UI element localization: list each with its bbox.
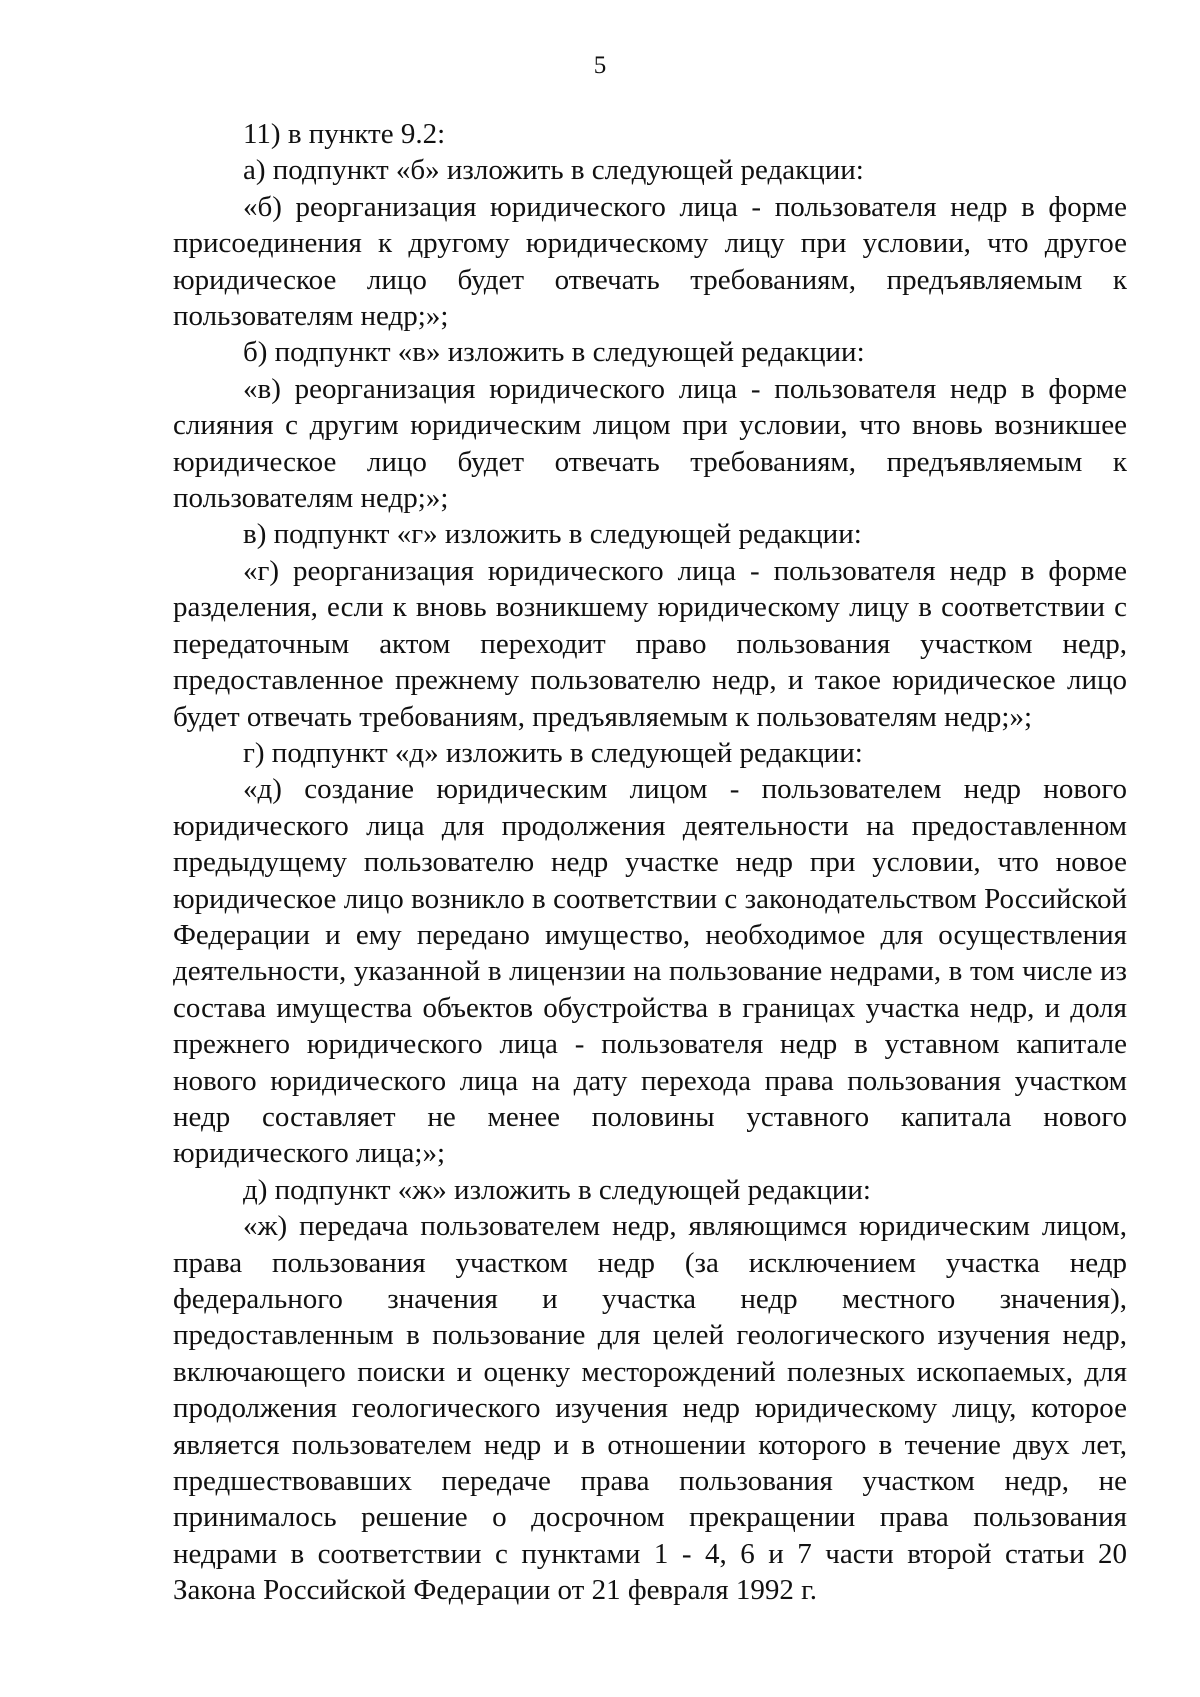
- page-number: 5: [593, 52, 607, 79]
- subitem-b-new-text: «б) реорганизация юридического лица - пользователя недр в форме присоединения к другому юридическому лицу при условии, что другое юридическое лицо будет отвечать требованиям, предъявляемым к пользователям недр;»;: [173, 190, 1127, 333]
- subitem-zh-new-text: «ж) передача пользователем недр, являющимся юридическим лицом, права пользования участком недр (за исключением участка недр федерального значения и участка недр местного значения), предоставленным в пользование для целей геологического изучения недр, включающего поиски и оценку месторождений полезных ископаемых, для продолжения геологического изучения недр юридическому лицу, которое является пользователем недр и в отношении которого в течение двух лет, предшествовавших передаче права пользования участком недр, не принималось решение о досрочном прекращении права пользования недрами в соответствии с пунктами 1 - 4, 6 и 7 части второй статьи 20 Закона Российской Федерации от 21 февраля 1992 г.: [173, 1210, 1127, 1607]
- subitem-b-instruction: б) подпункт «в» изложить в следующей редакции:: [243, 336, 865, 369]
- subitem-v-new-text: «в) реорганизация юридического лица - пользователя недр в форме слияния с другим юридическим лицом при условии, что вновь возникшее юридическое лицо будет отвечать требованиям, предъявляемым к пользователям недр;»;: [173, 372, 1127, 515]
- subitem-g-new-text: «г) реорганизация юридического лица - пользователя недр в форме разделения, если к вновь возникшему юридическому лицу в соответствии с передаточным актом переходит право пользования участком недр, предоставленное прежнему пользователю недр, и такое юридическое лицо будет отвечать требованиям, предъявляемым к пользователям недр;»;: [173, 554, 1127, 733]
- item-11-heading: 11) в пункте 9.2:: [243, 118, 446, 150]
- document-body: [173, 116, 1127, 1609]
- subitem-g-instruction: г) подпункт «д» изложить в следующей редакции:: [243, 736, 863, 769]
- subitem-v-instruction: в) подпункт «г» изложить в следующей редакции:: [243, 518, 862, 551]
- subitem-d-new-text: «д) создание юридическим лицом - пользователем недр нового юридического лица для продолжения деятельности на предоставленном предыдущему пользователю недр участке недр при условии, что новое юридическое лицо возникло в соответствии с законодательством Российской Федерации и ему передано имущество, необходимое для осуществления деятельности, указанной в лицензии на пользование недрами, в том числе из состава имущества объектов обустройства в границах участка недр, и доля прежнего юридического лица - пользователя недр в уставном капитале нового юридического лица на дату перехода права пользования участком недр составляет не менее половины уставного капитала нового юридического лица;»;: [173, 773, 1127, 1170]
- subitem-a-instruction: а) подпункт «б» изложить в следующей редакции:: [243, 154, 864, 187]
- subitem-d-instruction: д) подпункт «ж» изложить в следующей редакции:: [243, 1173, 871, 1206]
